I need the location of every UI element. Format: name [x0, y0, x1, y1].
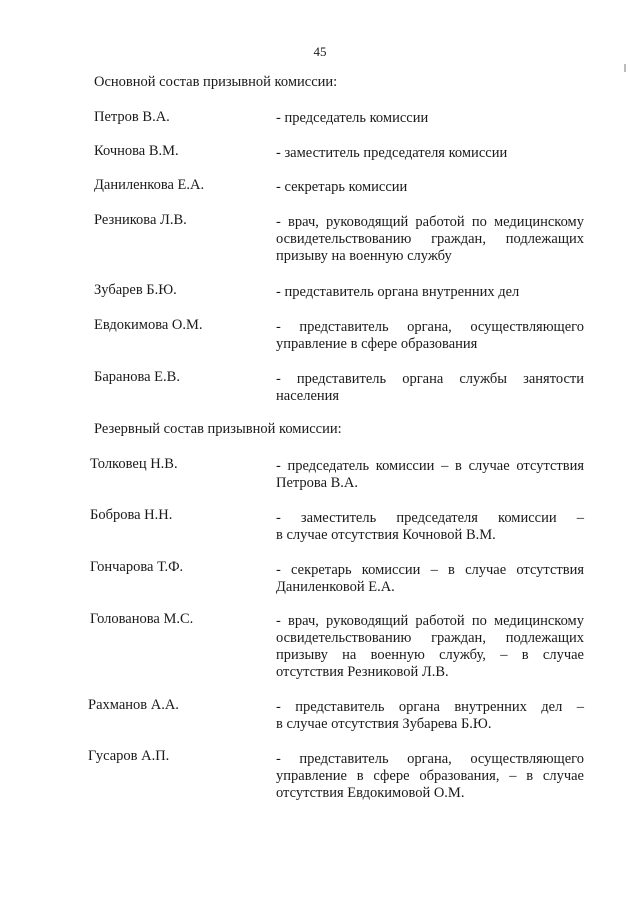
member-role-line: - врач, руководящий работой по медицинскому [276, 214, 584, 230]
member-role-line: населения [276, 388, 340, 404]
member-role-line: отсутствия Резниковой Л.В. [276, 664, 449, 680]
member-name: Зубарев Б.Ю. [94, 282, 177, 298]
member-name: Голованова М.С. [90, 611, 194, 627]
member-role [276, 145, 584, 162]
member-role [276, 284, 584, 301]
member-name: Баранова Е.В. [94, 369, 180, 385]
member-role-line: - представитель органа внутренних дел [276, 284, 520, 300]
member-role-line: освидетельствованию граждан, подлежащих [276, 630, 584, 646]
member-role-line: в случае отсутствия Кочновой В.М. [276, 527, 496, 543]
member-role [276, 562, 584, 596]
member-role-line: отсутствия Евдокимовой О.М. [276, 785, 465, 801]
member-role-line: управление в сфере образования, – в случае [276, 768, 584, 784]
reserve-composition-heading: Резервный состав призывной комиссии: [94, 421, 342, 437]
member-role [276, 751, 584, 802]
member-role [276, 699, 584, 733]
member-name: Петров В.А. [94, 109, 170, 125]
member-role [276, 371, 584, 405]
member-role-line: - представитель органа службы занятости [276, 371, 584, 387]
member-name: Толковец Н.В. [90, 456, 178, 472]
member-role-line: в случае отсутствия Зубарева Б.Ю. [276, 716, 492, 732]
member-role-line: - председатель комиссии – в случае отсутствия [276, 458, 584, 474]
member-role-line: - секретарь комиссии – в случае отсутствия [276, 562, 584, 578]
member-role [276, 214, 584, 265]
member-name: Рахманов А.А. [88, 697, 179, 713]
member-name: Гончарова Т.Ф. [90, 559, 184, 575]
member-role [276, 458, 584, 492]
member-role [276, 613, 584, 681]
member-role-line: - врач, руководящий работой по медицинскому [276, 613, 584, 629]
member-role-line: - заместитель председателя комиссии – [276, 510, 584, 526]
member-role-line: Петрова В.А. [276, 475, 359, 491]
member-role-line: Даниленковой Е.А. [276, 579, 395, 595]
member-role-line: - секретарь комиссии [276, 179, 408, 195]
member-role-line: - заместитель председателя комиссии [276, 145, 508, 161]
member-role-line: - представитель органа, осуществляющего [276, 751, 584, 767]
main-composition-heading: Основной состав призывной комиссии: [94, 74, 338, 90]
member-name: Евдокимова О.М. [94, 317, 203, 333]
member-role [276, 179, 584, 196]
member-role-line: управление в сфере образования [276, 336, 478, 352]
member-name: Резникова Л.В. [94, 212, 187, 228]
member-role-line: - председатель комиссии [276, 110, 429, 126]
member-role [276, 510, 584, 544]
member-role-line: - представитель органа внутренних дел – [276, 699, 584, 715]
member-name: Гусаров А.П. [88, 748, 170, 764]
member-role-line: призыву на военную службу [276, 248, 452, 264]
member-name: Кочнова В.М. [94, 143, 179, 159]
page-number: 45 [313, 44, 327, 59]
member-name: Боброва Н.Н. [90, 507, 173, 523]
scan-edge-mark [624, 64, 626, 72]
member-role-line: - представитель органа, осуществляющего [276, 319, 584, 335]
member-role [276, 319, 584, 353]
member-role-line: освидетельствованию граждан, подлежащих [276, 231, 584, 247]
member-role-line: призыву на военную службу, – в случае [276, 647, 584, 663]
member-role [276, 110, 584, 127]
member-name: Даниленкова Е.А. [94, 177, 205, 193]
